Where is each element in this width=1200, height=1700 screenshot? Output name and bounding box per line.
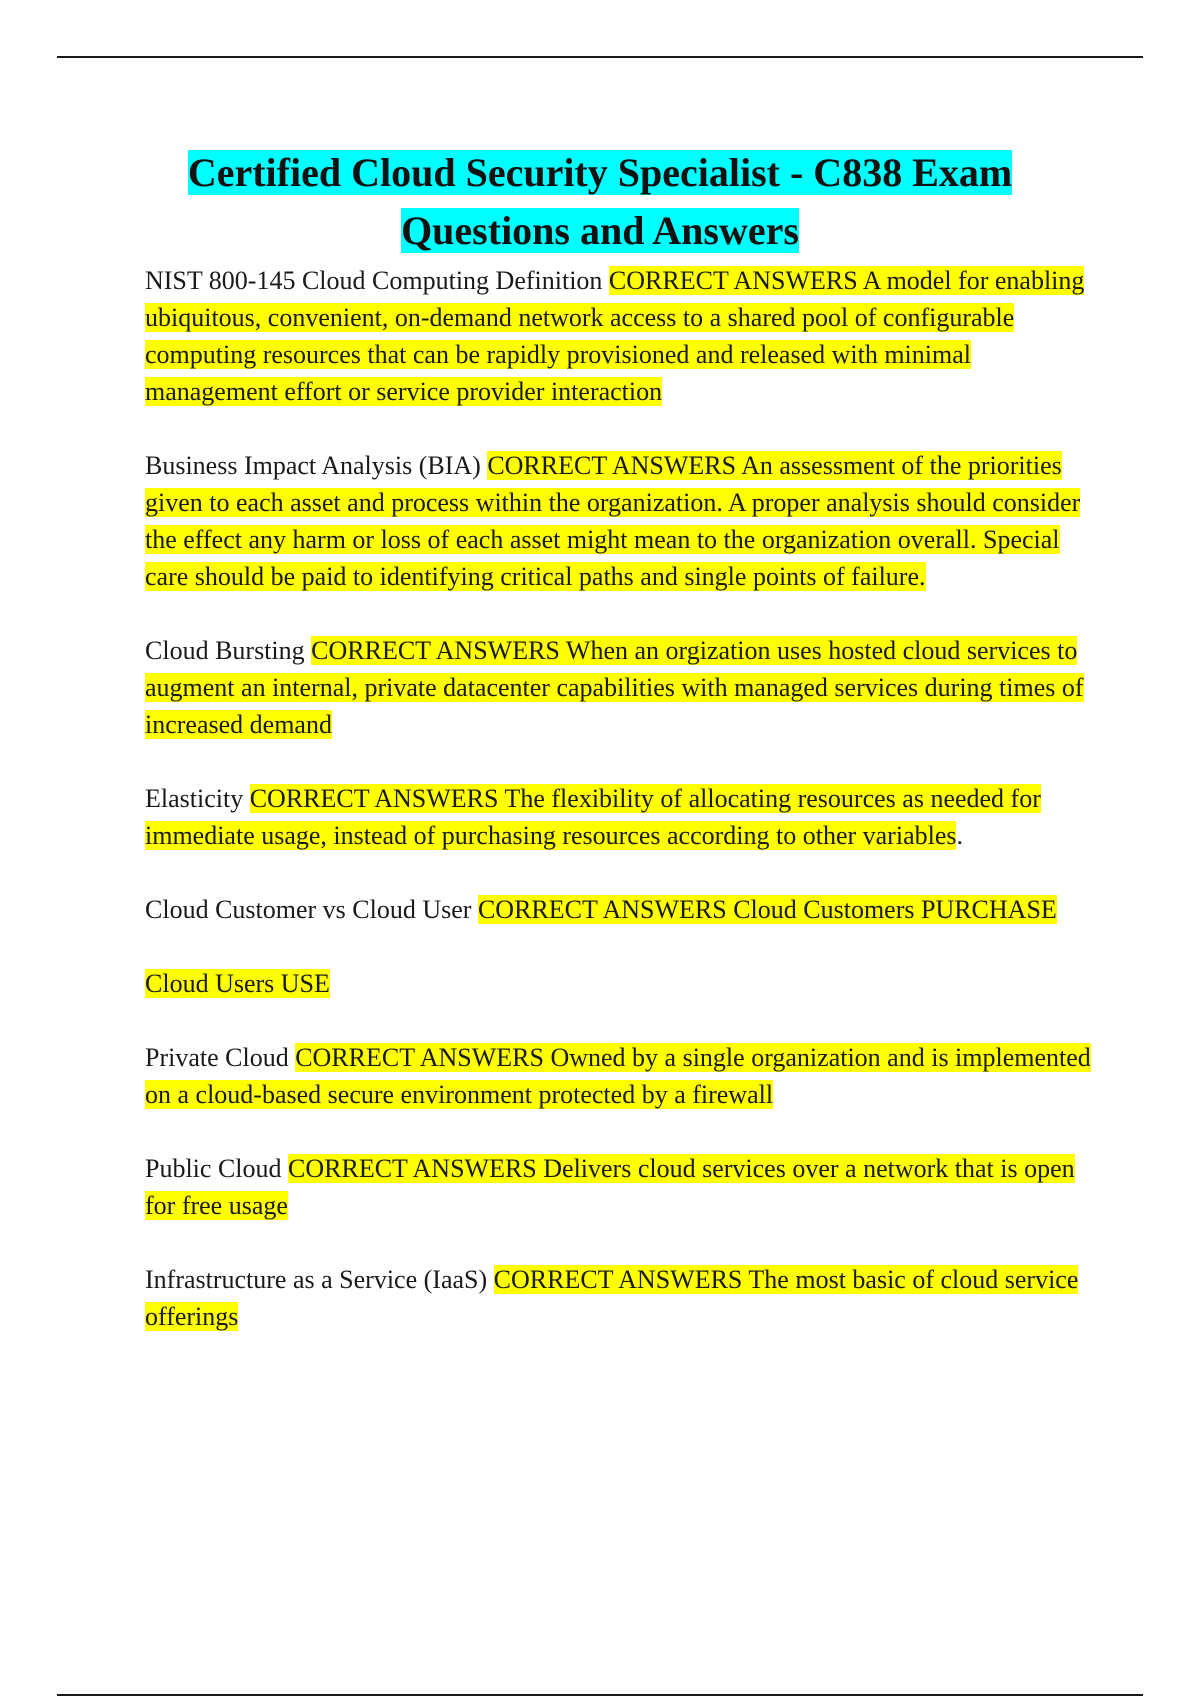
title-line-2: Questions and Answers bbox=[401, 208, 799, 253]
qa-answer: CORRECT ANSWERS The flexibility of allocating resources as needed for immediate usage, instead of purchasing resources according to other variables bbox=[145, 784, 1041, 850]
qa-term: Business Impact Analysis (BIA) bbox=[145, 451, 481, 480]
top-rule bbox=[57, 56, 1143, 58]
qa-entry bbox=[145, 891, 1095, 928]
qa-entry bbox=[145, 262, 1095, 410]
qa-trailing-period: . bbox=[956, 821, 963, 850]
qa-entry bbox=[145, 780, 1095, 854]
qa-term: NIST 800-145 Cloud Computing Definition bbox=[145, 266, 603, 295]
qa-entry bbox=[145, 447, 1095, 595]
qa-answer: CORRECT ANSWERS Cloud Customers PURCHASE bbox=[477, 895, 1057, 924]
qa-term: Public Cloud bbox=[145, 1154, 282, 1183]
bottom-rule bbox=[57, 1694, 1143, 1696]
qa-entry bbox=[145, 632, 1095, 743]
qa-answer: CORRECT ANSWERS An assessment of the priorities given to each asset and process within the organization. A proper analysis should consider the effect any harm or loss of each asset might mean to the organization overall. Special care should be paid to identifying critical paths and single points of failure. bbox=[145, 451, 1081, 591]
qa-entry bbox=[145, 1039, 1095, 1113]
qa-list bbox=[145, 262, 1095, 1372]
qa-answer: CORRECT ANSWERS A model for enabling ubiquitous, convenient, on-demand network access to a shared pool of configurable computing resources that can be rapidly provisioned and released with minimal management effort or service provider interaction bbox=[145, 266, 1085, 406]
qa-term: Cloud Bursting bbox=[145, 636, 305, 665]
qa-answer: CORRECT ANSWERS Owned by a single organization and is implemented on a cloud-based secure environment protected by a firewall bbox=[145, 1043, 1091, 1109]
qa-answer: CORRECT ANSWERS When an orgization uses hosted cloud services to augment an internal, private datacenter capabilities with managed services during times of increased demand bbox=[145, 636, 1084, 739]
document-title bbox=[60, 144, 1140, 260]
qa-entry bbox=[145, 1261, 1095, 1335]
qa-term: Elasticity bbox=[145, 784, 244, 813]
qa-answer: CORRECT ANSWERS Delivers cloud services over a network that is open for free usage bbox=[145, 1154, 1075, 1220]
qa-entry bbox=[145, 1150, 1095, 1224]
qa-entry-continuation bbox=[145, 965, 1095, 1002]
qa-term: Infrastructure as a Service (IaaS) bbox=[145, 1265, 488, 1294]
qa-answer: CORRECT ANSWERS The most basic of cloud service offerings bbox=[145, 1265, 1079, 1331]
title-line-1: Certified Cloud Security Specialist - C838 Exam bbox=[187, 150, 1013, 195]
qa-answer: Cloud Users USE bbox=[145, 969, 330, 998]
qa-term: Private Cloud bbox=[145, 1043, 289, 1072]
qa-term: Cloud Customer vs Cloud User bbox=[145, 895, 472, 924]
